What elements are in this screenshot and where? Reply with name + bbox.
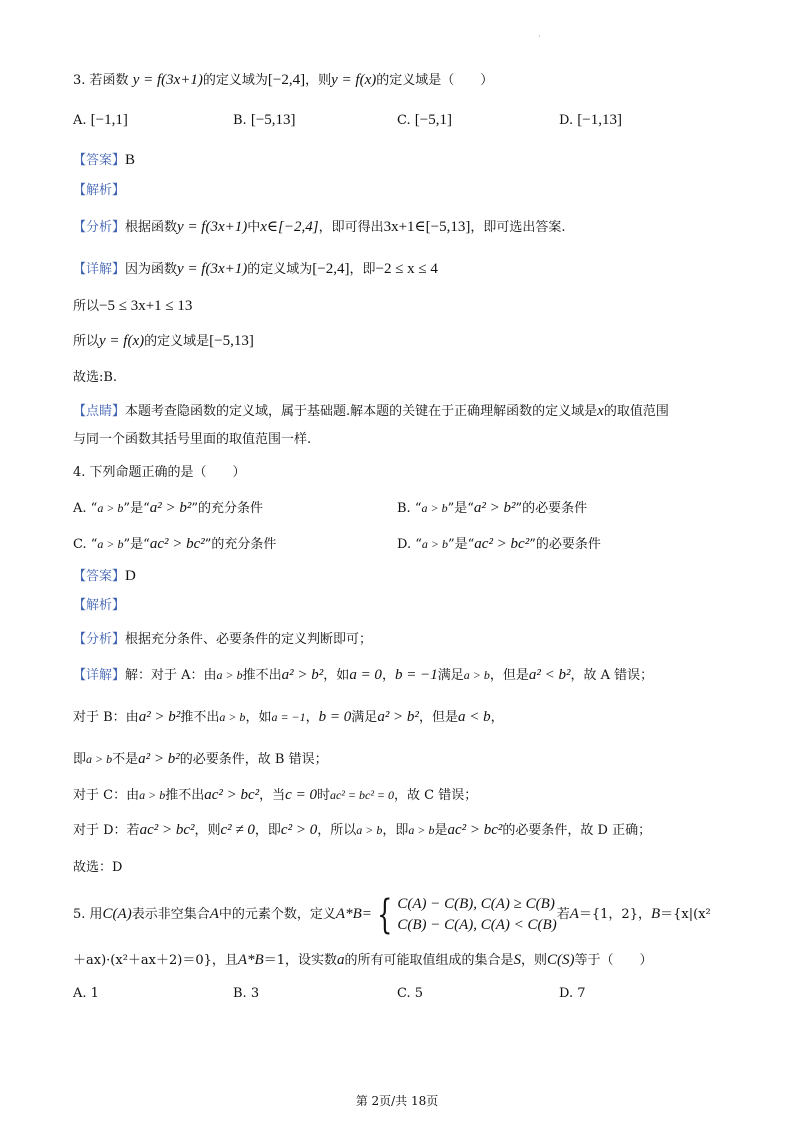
q3-analysis-heading: 【解析】 (73, 183, 126, 198)
q4-option-c: C. “a > b”是“ac² > bc²”的充分条件 (73, 536, 277, 552)
q5-stem-cont: ＋ax)·(x²＋ax＋2)＝0}，且A*B＝1，设实数a的所有可能取值组成的集合是S，则C(S)等于（ ） (73, 952, 653, 968)
q3-xiangjie: 【详解】因为函数y = f(3x+1)的定义域为[−2,4]，即−2 ≤ x ≤ 4 (73, 261, 438, 277)
piecewise-definition: { C(A) − C(B), C(A) ≥ C(B) C(B) − C(A), C(A) < C(B) (376, 891, 557, 938)
q5-option-d: D. 7 (559, 986, 586, 1001)
q4-analysis-heading: 【解析】 (73, 598, 126, 613)
q4-detail-b2: 即a > b不是a² > b²的必要条件，故 B 错误； (73, 751, 328, 767)
q4-option-b: B. “a > b”是“a² > b²”的必要条件 (397, 500, 588, 516)
q3-step-3: 所以y = f(x)的定义域是[−5,13] (73, 333, 254, 349)
q5-stem: 5. 用C(A)表示非空集合A中的元素个数，定义A*B= { C(A) − C(B), C(A) ≥ C(B) C(B) − C(A), C(A) < C(B) 若A＝{1，2}，B＝{x|(x² (73, 891, 711, 938)
q3-answer: 【答案】B (73, 152, 136, 168)
q5-option-b: B. 3 (233, 986, 260, 1001)
q3-option-d: D. [−1,13] (559, 112, 622, 128)
q4-fenxi: 【分析】根据充分条件、必要条件的定义判断即可； (73, 632, 373, 647)
q3-option-b: B. [−5,13] (233, 112, 296, 128)
q4-stem: 4. 下列命题正确的是（ ） (73, 465, 246, 480)
q4-choose: 故选：D (73, 860, 123, 875)
q4-detail-b: 对于 B：由a² > b²推不出a > b，如a = −1，b = 0满足a² > b²，但是a < b， (73, 709, 504, 725)
q4-detail-a: 【详解】解：对于 A：由a > b推不出a² > b²，如a = 0，b = −1满足a > b，但是a² < b²，故 A 错误； (73, 667, 654, 683)
scan-dot: · (538, 32, 541, 41)
q4-option-a: A. “a > b”是“a² > b²”的充分条件 (73, 500, 263, 516)
q3-fenxi: 【分析】根据函数y = f(3x+1)中x∈[−2,4]，即可得出3x+1∈[−5,13]，即可选出答案. (73, 219, 566, 235)
q5-option-c: C. 5 (397, 986, 424, 1001)
q3-choose: 故选:B. (73, 370, 118, 385)
q4-answer: 【答案】D (73, 568, 136, 584)
q5-option-a: A. 1 (73, 986, 99, 1001)
q3-option-a: A. [−1,1] (73, 112, 128, 128)
q3-step-2: 所以−5 ≤ 3x+1 ≤ 13 (73, 298, 193, 314)
q4-detail-d: 对于 D：若ac² > bc²，则c² ≠ 0，即c² > 0，所以a > b，即a > b是ac² > bc²的必要条件，故 D 正确； (73, 822, 652, 838)
q3-dianjing: 【点睛】本题考查隐函数的定义域，属于基础题.解本题的关键在于正确理解函数的定义域是x的取值范围 (73, 403, 669, 419)
q3-stem: 3. 若函数 y = f(3x+1)的定义域为[−2,4]，则y = f(x)的定义域是（ ） (73, 72, 494, 88)
q4-detail-c: 对于 C：由a > b推不出ac² > bc²，当c = 0时ac² = bc² = 0，故 C 错误； (73, 787, 478, 803)
q4-option-d: D. “a > b”是“ac² > bc²”的必要条件 (397, 536, 601, 552)
page-footer: 第 2页/共 18页 (355, 1094, 439, 1108)
q3-option-c: C. [−5,1] (397, 112, 452, 128)
q3-dianjing-cont: 与同一个函数其括号里面的取值范围一样. (73, 432, 312, 447)
